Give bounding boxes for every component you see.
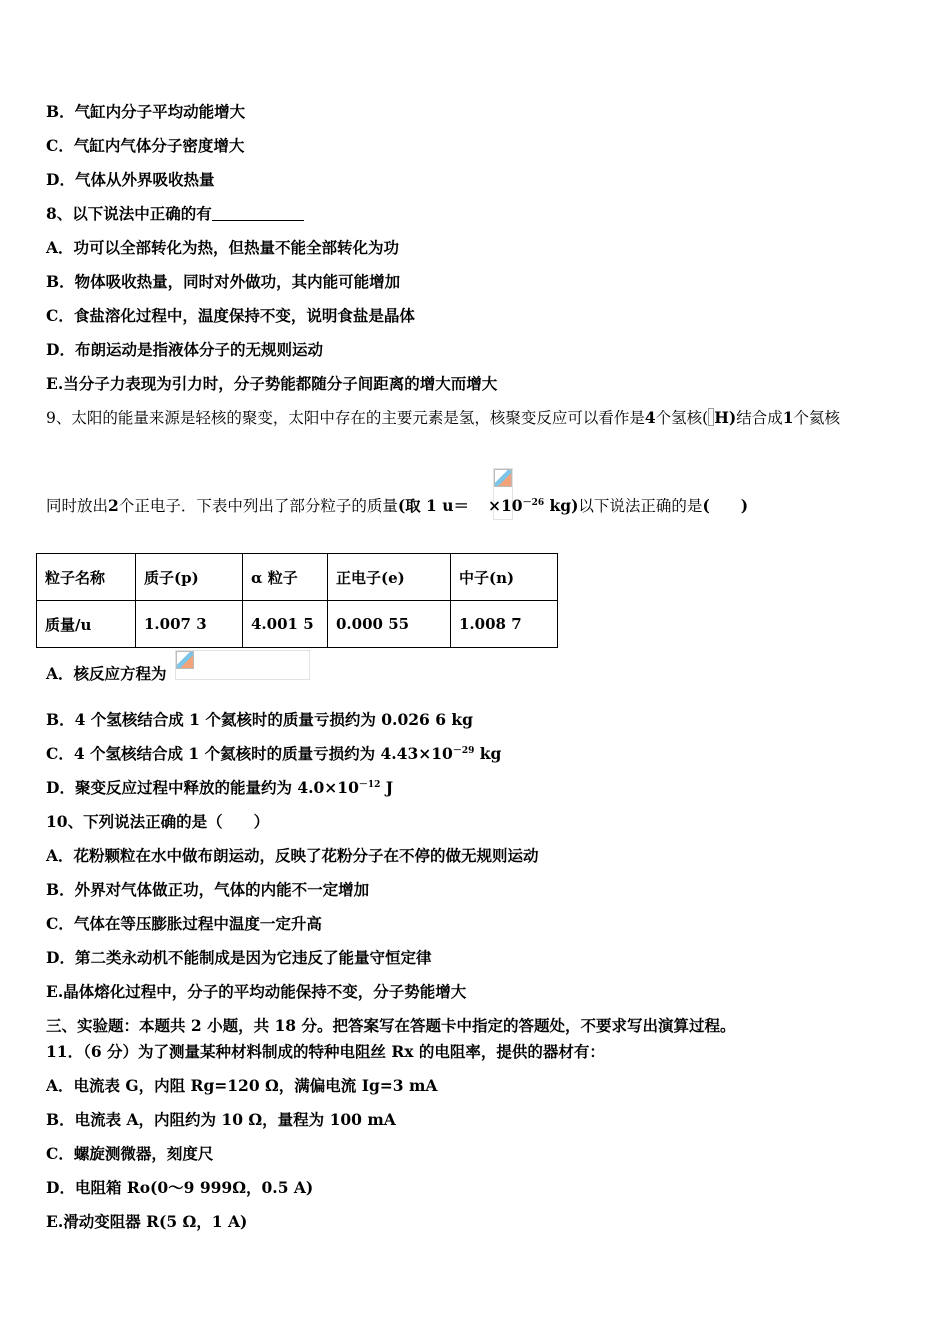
q11-option-b: B．电流表 A，内阻约为 10 Ω，量程为 100 mA: [46, 1110, 396, 1129]
q8-option-e: E.当分子力表现为引力时，分子势能都随分子间距离的增大而增大: [46, 374, 498, 393]
q11-option-a: A．电流表 G，内阻 Rg=120 Ω，满偏电流 Ig=3 mA: [46, 1076, 438, 1095]
table-cell: 质子(p): [136, 554, 243, 601]
q9-option-d: [46, 778, 393, 798]
q9-stem-text-d: 个氦核: [793, 409, 841, 427]
q11-option-d: D．电阻箱 Ro(0～9 999Ω，0.5 A): [46, 1178, 314, 1197]
table-cell: 粒子名称: [37, 554, 136, 601]
q10-option-d: D．第二类永动机不能制成是因为它违反了能量守恒定律: [46, 948, 432, 967]
q9-symbol-h: H): [714, 408, 737, 427]
q9-num-1: 1: [782, 408, 794, 427]
q9-option-c-text: C．4 个氢核结合成 1 个氦核时的质量亏损约为 4.43×10: [46, 744, 453, 763]
particle-mass-table: [36, 553, 558, 648]
hydrogen-symbol-image: [708, 408, 714, 426]
q7-option-d: D．气体从外界吸收热量: [46, 170, 215, 189]
section-3-heading: 三、实验题：本题共 2 小题，共 18 分。把答案写在答题卡中指定的答题处，不要求写出演算过程。: [46, 1016, 736, 1035]
q9-option-c-exp: －29: [452, 746, 475, 756]
q8-stem: [46, 204, 304, 224]
table-cell: 正电子(e): [328, 554, 451, 601]
q9-option-d-unit: J: [380, 778, 394, 797]
q9-unit-def: (取 1 u＝: [397, 496, 470, 515]
q8-option-c: C．食盐溶化过程中，温度保持不变，说明食盐是晶体: [46, 306, 415, 325]
q9-num-4: 4: [644, 408, 656, 427]
table-cell: 中子(n): [451, 554, 558, 601]
q9-unit-kg: kg): [544, 496, 579, 515]
q9-stem-text-c: 结合成: [736, 409, 783, 427]
q9-stem-line2: [46, 496, 748, 516]
q9-stem2-text-b: 个正电子．下表中列出了部分粒子的质量: [118, 497, 398, 515]
q11-stem: 11．（6 分）为了测量某种材料制成的特种电阻丝 Rx 的电阻率，提供的器材有：: [46, 1042, 605, 1061]
q11-option-c: C．螺旋测微器，刻度尺: [46, 1144, 214, 1163]
q9-unit-mult: ×10: [488, 496, 523, 515]
table-cell: 1.007 3: [136, 601, 243, 648]
q8-option-b: B．物体吸收热量，同时对外做功，其内能可能增加: [46, 272, 401, 291]
q9-option-b: B．4 个氢核结合成 1 个氦核时的质量亏损约为 0.026 6 kg: [46, 710, 473, 729]
broken-image-icon: [176, 651, 194, 669]
q7-option-b: B．气缸内分子平均动能增大: [46, 102, 246, 121]
q10-stem: 10、下列说法正确的是（ ）: [46, 812, 270, 831]
q9-option-c: [46, 744, 501, 764]
q8-option-a: A．功可以全部转化为热，但热量不能全部转化为功: [46, 238, 400, 257]
q10-option-e: E.晶体熔化过程中，分子的平均动能保持不变，分子势能增大: [46, 982, 467, 1001]
table-cell: 质量/u: [37, 601, 136, 648]
q9-option-a-text: A．核反应方程为: [46, 664, 167, 683]
q10-option-b: B．外界对气体做正功，气体的内能不一定增加: [46, 880, 370, 899]
table-cell: 1.008 7: [451, 601, 558, 648]
q8-option-d: D．布朗运动是指液体分子的无规则运动: [46, 340, 323, 359]
table-cell: α 粒子: [243, 554, 328, 601]
table-cell: 0.000 55: [328, 601, 451, 648]
q9-option-c-unit: kg: [474, 744, 502, 763]
q9-num-2: 2: [108, 496, 119, 515]
answer-blank: [212, 205, 304, 221]
q11-option-e: E.滑动变阻器 R(5 Ω，1 A): [46, 1212, 248, 1231]
q8-stem-text: 8、以下说法中正确的有: [46, 204, 212, 223]
q9-option-d-text: D．聚变反应过程中释放的能量约为 4.0×10: [46, 778, 359, 797]
q9-stem2-text-f: 以下说法正确的是: [578, 497, 703, 515]
q9-stem-text-b: 个氢核(: [655, 409, 709, 427]
reaction-equation-image: [175, 650, 310, 680]
q9-unit-exp: －26: [522, 498, 545, 508]
q10-option-a: A．花粉颗粒在水中做布朗运动，反映了花粉分子在不停的做无规则运动: [46, 846, 539, 865]
q9-stem-text-a: 9、太阳的能量来源是轻核的聚变，太阳中存在的主要元素是氢，核聚变反应可以看作是: [46, 409, 645, 427]
table-header-row: [37, 554, 558, 601]
q7-option-c: C．气缸内气体分子密度增大: [46, 136, 245, 155]
q9-option-a: [46, 664, 167, 684]
q9-stem-line1: [46, 408, 840, 428]
q10-option-c: C．气体在等压膨胀过程中温度一定升高: [46, 914, 322, 933]
table-row: [37, 601, 558, 648]
q9-paren: ( ): [702, 496, 749, 515]
q9-option-d-exp: －12: [358, 780, 381, 790]
table-cell: 4.001 5: [243, 601, 328, 648]
broken-image-icon: [494, 469, 512, 487]
q9-stem2-text-a: 同时放出: [46, 497, 109, 515]
